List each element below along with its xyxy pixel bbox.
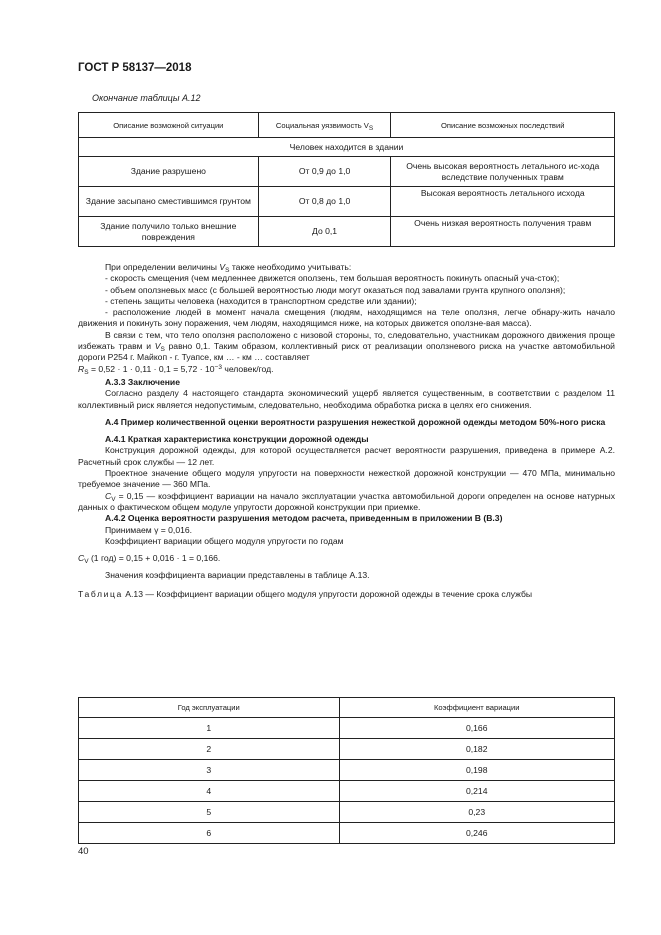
table-row [79,781,615,802]
paragraph: - расположение людей в момент начала смещения (людям, находящимся на теле оползня, легче обнару-жить начало движения и покинуть зону поражения, чем людям, находящимся ниже, на которых движется оползне-вая масса). [78,307,615,329]
header-year: Год эксплуатации [79,698,340,718]
header-vulnerability: Социальная уязвимость $V_S$ [258,113,391,138]
paragraph: Проектное значение общего модуля упругости на поверхности нежесткой дорожной конструкции — 470 МПа, минимально требуемое значение — 360 МПа. [78,468,615,490]
cell-vulnerability: От 0,9 до 1,0 [258,157,391,187]
paragraph: - объем оползневых масс (с большей вероятностью люди могут оказаться под завалами грунта крупного оползня); [105,284,566,295]
table-a12-section-row [79,138,615,157]
cell-vulnerability: До 0,1 [258,217,391,247]
table-row [79,823,615,844]
paragraph: - скорость смещения (чем медленнее движется оползень, тем большая вероятность покинуть опасный уча-сток); [105,273,560,284]
section-label: Человек находится в здании [79,138,615,157]
heading-a4: А.4 Пример количественной оценки вероятности разрушения нежесткой дорожной одежды методом 50%-ного риска [105,416,606,427]
table-row [79,217,615,247]
paragraph: $C_V = 0,15$ — коэффициент вариации на начало эксплуатации участка автомобильной дороги определен на основе натурных данных о фактическом общем модуле упругости дорожной конструкции при приемке. [78,490,615,512]
cell-coefficient: 0,246 [339,823,615,844]
header-consequences: Описание возможных последствий [391,113,615,138]
table-a12-caption: Окончание таблицы А.12 [92,93,201,103]
paragraph: При определении величины $V_S$ также необходимо учитывать: [105,262,352,274]
cell-vulnerability: От 0,8 до 1,0 [258,187,391,217]
heading-a33: А.3.3 Заключение [105,376,180,387]
paragraph: - степень защиты человека (находится в транспортном средстве или здании); [105,295,417,306]
table-row [79,760,615,781]
cell-year: 5 [79,802,340,823]
paragraph: Согласно разделу 4 настоящего стандарта экономический ущерб является существенным, в соответствии с разделом 11 коллективный риск является недопустимым, следовательно, необходима обработка риска в целях его снижения. [78,388,615,410]
table-row [79,718,615,739]
cell-consequence: Высокая вероятность летального исхода [391,187,615,217]
header-coefficient: Коэффициент вариации [339,698,615,718]
heading-a42: А.4.2 Оценка вероятности разрушения методом расчета, приведенным в приложении В (В.3) [105,513,503,524]
cell-year: 3 [79,760,340,781]
cell-coefficient: 0,23 [339,802,615,823]
paragraph: Коэффициент вариации общего модуля упругости по годам [105,535,344,546]
cell-year: 6 [79,823,340,844]
cell-year: 1 [79,718,340,739]
cell-situation: Здание засыпано сместившимся грунтом [79,187,259,217]
formula-collective-risk: $R_S = 0,52 \cdot 1 \cdot 0,11 \cdot 0,1 = 5,72 \cdot 10^{-3}$ человек/год. [78,363,274,376]
table-row [79,739,615,760]
cell-consequence: Очень высокая вероятность летального ис-ходa вследствие полученных травм [391,157,615,187]
formula-variation: $C_V$ (1 год) = 0,15 + 0,016 · 1 = 0,166. [78,553,221,566]
table-a12-header-row [79,113,615,138]
page-number: 40 [78,846,89,857]
paragraph: Конструкция дорожной одежды, для которой осуществляется расчет вероятности разрушения, приведена в примере А.2. Расчетный срок службы — 12 лет. [78,445,615,467]
cell-year: 2 [79,739,340,760]
header-situation: Описание возможной ситуации [79,113,259,138]
heading-a41: А.4.1 Краткая характеристика конструкции дорожной одежды [105,434,369,445]
cell-coefficient: 0,166 [339,718,615,739]
cell-coefficient: 0,214 [339,781,615,802]
body-text [78,262,615,600]
table-row [79,157,615,187]
cell-coefficient: 0,198 [339,760,615,781]
paragraph: Значения коэффициента вариации представлены в таблице А.13. [105,570,370,581]
table-row [79,802,615,823]
paragraph: Принимаем γ = 0,016. [105,524,193,535]
cell-situation: Здание разрушено [79,157,259,187]
document-header: ГОСТ Р 58137—2018 [78,62,192,74]
cell-coefficient: 0,182 [339,739,615,760]
paragraph: В связи с тем, что тело оползня расположено с низовой стороны, то, следовательно, участникам дорожного движения проще избежать травм и $V_S$ равно 0,1. Таким образом, коллективный риск от реализации оползневого риска на участке автомобильной дороги Р254 г. Майкоп - г. Туапсе, км … - км … составляет [78,329,615,363]
table-a12 [78,112,615,247]
table-row [79,187,615,217]
table-a13-header-row [79,698,615,718]
cell-consequence: Очень низкая вероятность получения травм [391,217,615,247]
table-a13 [78,697,615,844]
table-a13-caption: Таблица А.13 — Коэффициент вариации общего модуля упругости дорожной одежды в течение срока службы [78,588,533,599]
cell-year: 4 [79,781,340,802]
cell-situation: Здание получило только внешние повреждения [79,217,259,247]
